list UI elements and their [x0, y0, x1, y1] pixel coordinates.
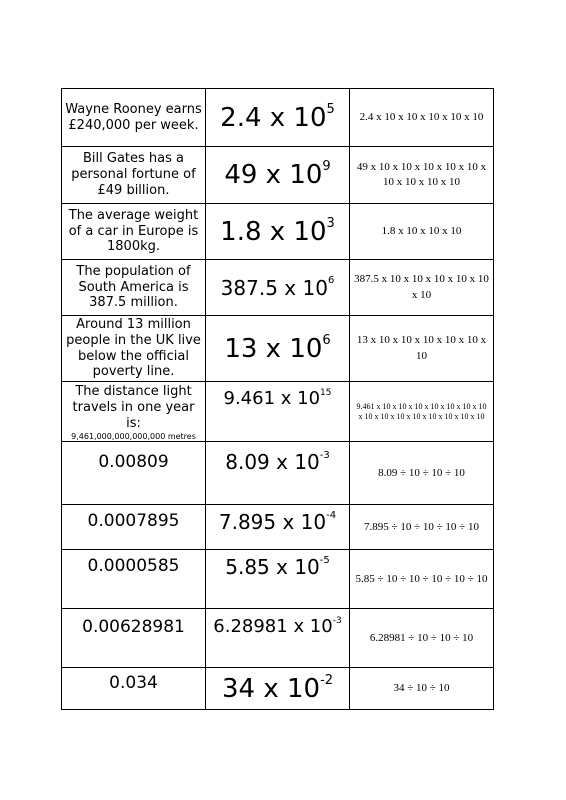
decimal-card: [62, 609, 206, 668]
mantissa-text: 9.461 x 10: [223, 388, 321, 409]
decimal-card: [62, 668, 206, 710]
fact-card: [62, 316, 206, 382]
mantissa-text: 6.28981 x 10: [213, 616, 333, 638]
expanded-text: 387.5 x 10 x 10 x 10 x 10 x 10 x 10: [354, 273, 489, 301]
expanded-text: 7.895 ÷ 10 ÷ 10 ÷ 10 ÷ 10: [364, 520, 479, 533]
decimal-card: [62, 550, 206, 609]
standard-form-card: [206, 260, 350, 316]
decimal-card: [62, 442, 206, 505]
standard-form-card: [206, 382, 350, 442]
table-row: [62, 442, 494, 505]
mantissa-text: 387.5 x 10: [220, 275, 328, 300]
exponent-text: 15: [320, 387, 332, 398]
fact-text: The population of South America is 387.5 million.: [76, 263, 191, 311]
exponent-text: 6: [322, 332, 331, 348]
mantissa-text: 5.85 x 10: [225, 555, 320, 580]
expanded-card: [350, 260, 494, 316]
mantissa-text: 7.895 x 10: [218, 510, 327, 535]
expanded-card: [350, 550, 494, 609]
decimal-text: 0.00628981: [82, 617, 185, 638]
standard-form-card: [206, 442, 350, 505]
standard-form-card: [206, 550, 350, 609]
expanded-text: 9.461 x 10 x 10 x 10 x 10 x 10 x 10 x 10 x 10 x 10 x 10 x 10 x 10 x 10 x 10 x 10: [356, 401, 487, 421]
expanded-text: 13 x 10 x 10 x 10 x 10 x 10 x 10: [356, 334, 487, 362]
table-row: [62, 668, 494, 710]
expanded-card: [350, 204, 494, 260]
fact-text: The distance light travels in one year is:: [72, 384, 195, 431]
decimal-text: 0.0000585: [87, 556, 180, 577]
mantissa-text: 49 x 10: [224, 160, 323, 190]
exponent-text: 6: [327, 275, 335, 286]
table-row: [62, 147, 494, 204]
decimal-text: 0.00809: [98, 452, 169, 473]
expanded-text: 6.28981 ÷ 10 ÷ 10 ÷ 10: [369, 631, 474, 644]
fact-text: Around 13 million people in the UK live below the official poverty line.: [66, 316, 201, 380]
standard-form-card: [206, 609, 350, 668]
table-row: [62, 316, 494, 382]
standard-form-card: [206, 204, 350, 260]
standard-form-card: [206, 147, 350, 204]
exponent-text: 9: [322, 159, 331, 175]
expanded-card: [350, 89, 494, 147]
table-row: [62, 204, 494, 260]
expanded-card: [350, 316, 494, 382]
fact-card: [62, 260, 206, 316]
mantissa-text: 13 x 10: [224, 333, 323, 364]
standard-form-card: [206, 505, 350, 550]
exponent-text: 3: [326, 215, 335, 231]
fact-card: [62, 382, 206, 442]
mantissa-text: 1.8 x 10: [220, 216, 327, 247]
fact-card: [62, 147, 206, 204]
expanded-card: [350, 442, 494, 505]
decimal-text: 0.0007895: [87, 511, 180, 532]
standard-form-card: [206, 89, 350, 147]
expanded-text: 5.85 ÷ 10 ÷ 10 ÷ 10 ÷ 10 ÷ 10: [355, 572, 488, 585]
expanded-card: [350, 147, 494, 204]
expanded-text: 2.4 x 10 x 10 x 10 x 10 x 10: [359, 110, 484, 123]
fact-text: The average weight of a car in Europe is 1800kg.: [68, 207, 199, 255]
expanded-card: [350, 382, 494, 442]
fact-card: [62, 89, 206, 147]
standard-form-card-table: [61, 88, 494, 710]
fact-card: [62, 204, 206, 260]
expanded-text: 1.8 x 10 x 10 x 10: [381, 224, 462, 237]
expanded-text: 34 ÷ 10 ÷ 10: [393, 682, 450, 695]
exponent-text: -3: [319, 449, 330, 461]
table-row: [62, 260, 494, 316]
exponent-text: -5: [319, 554, 330, 566]
decimal-text: 0.034: [109, 673, 158, 694]
decimal-card: [62, 505, 206, 550]
exponent-text: 5: [326, 101, 335, 117]
table-row: [62, 550, 494, 609]
table-row: [62, 505, 494, 550]
exponent-text: -3: [332, 615, 342, 626]
mantissa-text: 34 x 10: [221, 673, 321, 704]
expanded-text: 49 x 10 x 10 x 10 x 10 x 10 x 10 x 10 x 10 x 10: [356, 160, 487, 188]
exponent-text: -4: [326, 509, 337, 521]
mantissa-text: 2.4 x 10: [220, 102, 327, 133]
exponent-text: -2: [320, 673, 334, 689]
table-row: [62, 89, 494, 147]
expanded-card: [350, 505, 494, 550]
fact-text: Wayne Rooney earns £240,000 per week.: [65, 101, 202, 133]
mantissa-text: 8.09 x 10: [225, 450, 320, 475]
expanded-card: [350, 668, 494, 710]
fact-small-text: 9,461,000,000,000,000 metres: [71, 431, 196, 441]
standard-form-card: [206, 316, 350, 382]
expanded-text: 8.09 ÷ 10 ÷ 10 ÷ 10: [378, 466, 465, 479]
table-row: [62, 382, 494, 442]
standard-form-card: [206, 668, 350, 710]
table-row: [62, 609, 494, 668]
expanded-card: [350, 609, 494, 668]
fact-text: Bill Gates has a personal fortune of £49 billion.: [71, 151, 196, 198]
